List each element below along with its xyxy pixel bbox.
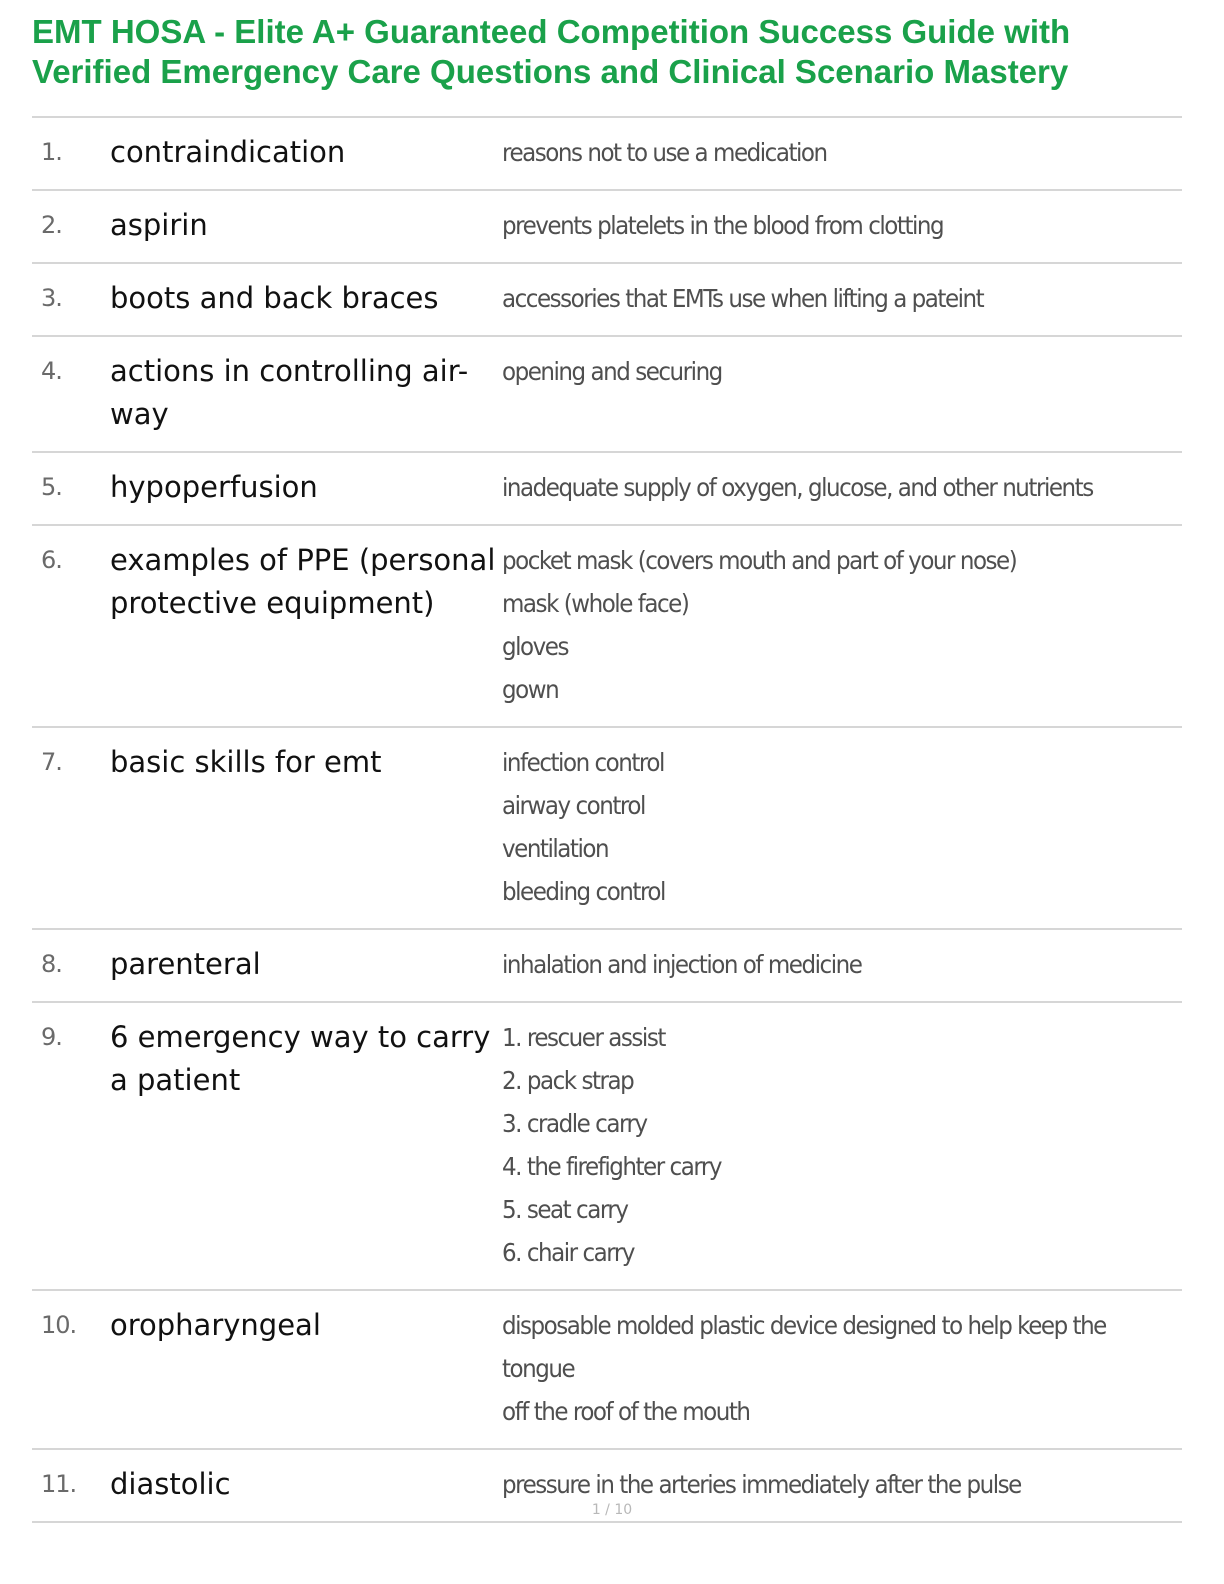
page-title (32, 12, 1192, 92)
card-definition (502, 204, 1128, 247)
card-term: diastolic (110, 1467, 231, 1501)
flashcard-list (32, 116, 1182, 1523)
card-term: basic skills for emt (110, 745, 382, 779)
page-title-line-2: Verified Emergency Care Questions and Clinical Scenario Mastery (32, 53, 1069, 90)
flashcard-row (32, 1003, 1182, 1291)
card-definition-line: 6. chair carry (502, 1238, 634, 1267)
card-definition-line: inhalation and injection of medicine (502, 950, 862, 979)
card-definition-line: 4. the firefighter carry (502, 1152, 722, 1181)
card-definition-line: bleeding control (502, 877, 665, 906)
card-definition-line: pocket mask (covers mouth and part of your nose) (502, 546, 1017, 575)
card-number: 11. (41, 1470, 77, 1498)
card-definition-line: inadequate supply of oxygen, glucose, and other nutrients (502, 473, 1093, 502)
card-definition (502, 1463, 1128, 1506)
card-definition-line: gloves (502, 632, 568, 661)
card-definition-line: mask (whole face) (502, 589, 689, 618)
flashcard-row (32, 526, 1182, 728)
card-definition (502, 466, 1128, 509)
card-number: 4. (41, 357, 62, 385)
card-definition (502, 741, 1128, 913)
card-number: 9. (41, 1023, 62, 1051)
card-definition-line: disposable molded plastic device designed to help keep the tongue (502, 1311, 1106, 1383)
card-definition-line: infection control (502, 748, 664, 777)
card-number: 10. (41, 1311, 77, 1339)
card-term: boots and back braces (110, 281, 439, 315)
card-definition (502, 1016, 1128, 1274)
card-term: actions in controlling air-way (110, 354, 469, 431)
card-number: 6. (41, 546, 62, 574)
card-definition-line: ventilation (502, 834, 609, 863)
card-definition-line: airway control (502, 791, 645, 820)
flashcard-row (32, 337, 1182, 453)
card-number: 7. (41, 748, 62, 776)
card-number: 5. (41, 473, 62, 501)
card-definition-line: pressure in the arteries immediately after the pulse (502, 1470, 1021, 1499)
card-number: 8. (41, 950, 62, 978)
flashcard-row (32, 191, 1182, 264)
card-definition-line: 1. rescuer assist (502, 1023, 665, 1052)
card-term: parenteral (110, 947, 261, 981)
card-number: 1. (41, 138, 62, 166)
page-indicator: 1 / 10 (591, 1502, 633, 1518)
flashcard-row (32, 1291, 1182, 1450)
flashcard-row (32, 930, 1182, 1003)
card-definition-line: gown (502, 675, 559, 704)
card-definition-line: accessories that EMTs use when lifting a pateint (502, 284, 984, 313)
card-term: hypoperfusion (110, 470, 318, 504)
card-term: oropharyngeal (110, 1308, 321, 1342)
page-title-line-1: EMT HOSA - Elite A+ Guaranteed Competition Success Guide with (32, 13, 1071, 50)
card-number: 2. (41, 211, 62, 239)
card-definition-line: opening and securing (502, 357, 722, 386)
flashcard-row (32, 264, 1182, 337)
card-definition (502, 1304, 1128, 1433)
flashcard-row (32, 728, 1182, 930)
card-definition (502, 131, 1128, 174)
card-definition-line: off the roof of the mouth (502, 1397, 750, 1426)
card-definition-line: prevents platelets in the blood from clotting (502, 211, 944, 240)
card-definition (502, 943, 1128, 986)
card-number: 3. (41, 284, 62, 312)
card-definition (502, 539, 1128, 711)
card-term: 6 emergency way to carry a patient (110, 1020, 491, 1097)
card-definition (502, 277, 1128, 320)
card-term: examples of PPE (personal protective equipment) (110, 543, 496, 620)
card-definition-line: 3. cradle carry (502, 1109, 647, 1138)
flashcard-row (32, 453, 1182, 526)
card-definition-line: reasons not to use a medication (502, 138, 827, 167)
card-term: aspirin (110, 208, 208, 242)
card-definition-line: 2. pack strap (502, 1066, 634, 1095)
flashcard-row (32, 118, 1182, 191)
card-definition (502, 350, 1128, 393)
card-term: contraindication (110, 135, 346, 169)
card-definition-line: 5. seat carry (502, 1195, 628, 1224)
